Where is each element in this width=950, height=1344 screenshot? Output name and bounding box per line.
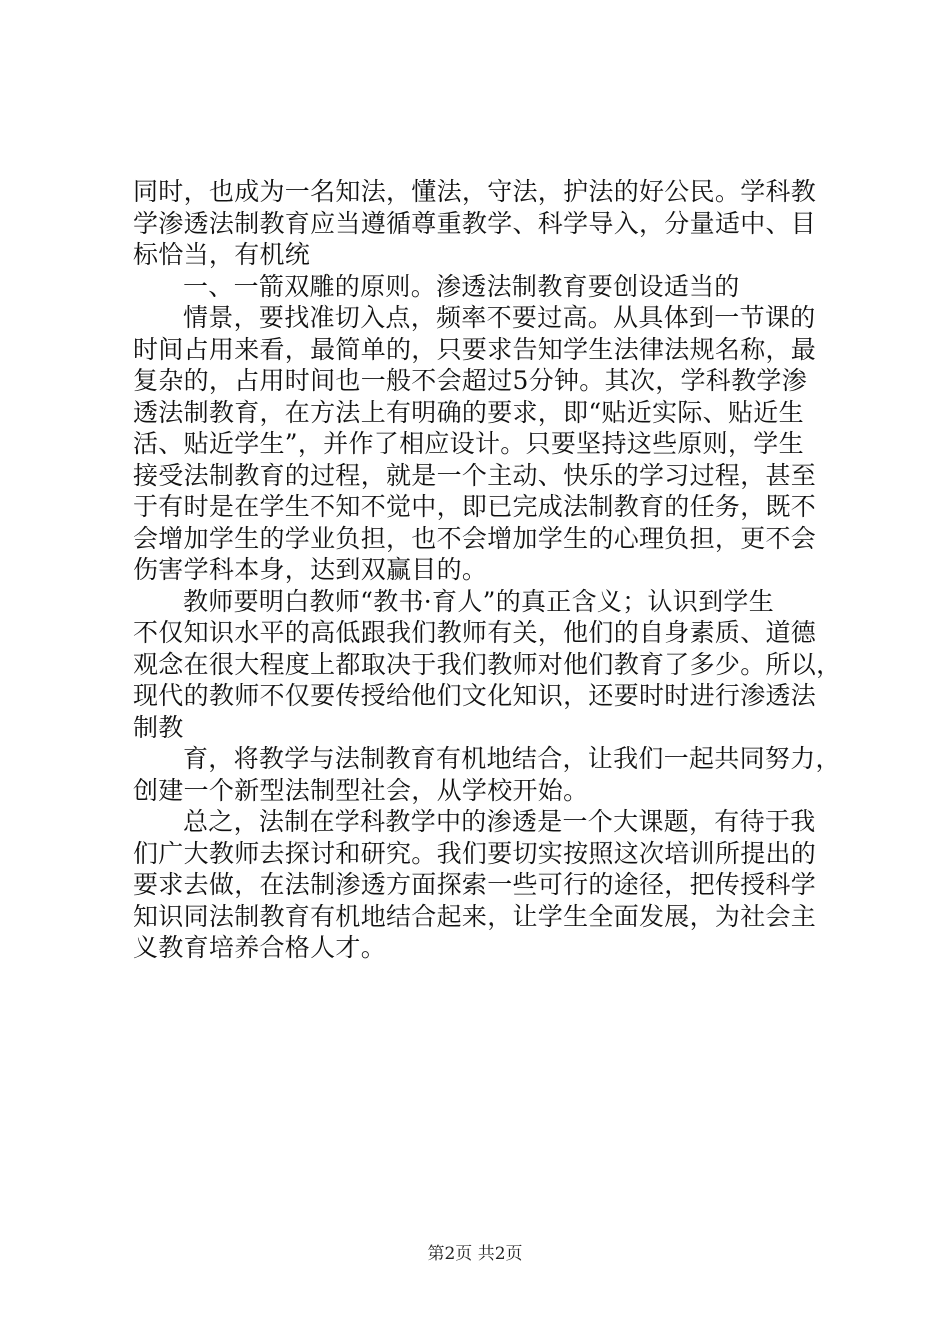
text-line: 制教 <box>133 712 184 742</box>
text-line: 活、贴近学生”，并作了相应设计。只要坚持这些原则，学生 <box>133 429 804 458</box>
text-line: 学渗透法制教育应当遵循尊重教学、科学导入，分量适中、目 <box>133 208 817 238</box>
text-line: 现代的教师不仅要传授给他们文化知识，还要时时进行渗透法 <box>133 681 817 710</box>
text-line: 情景，要找准切入点，频率不要过高。从具体到一节课的 <box>183 303 816 332</box>
text-line: 不仅知识水平的高低跟我们教师有关，他们的自身素质、道德 <box>133 618 817 647</box>
text-line: 知识同法制教育有机地结合起来，让学生全面发展，为社会主 <box>133 901 817 931</box>
text-line: 透法制教育，在方法上有明确的要求，即“贴近实际、贴近生 <box>133 397 804 427</box>
text-line: 于有时是在学生不知不觉中，即已完成法制教育的任务，既不 <box>133 492 817 521</box>
text-line: 教师要明白教师“教书·育人”的真正含义；认识到学生 <box>183 586 775 616</box>
text-line: 接受法制教育的过程，就是一个主动、快乐的学习过程，甚至 <box>133 460 817 490</box>
text-line: 会增加学生的学业负担，也不会增加学生的心理负担，更不会 <box>133 523 817 553</box>
text-line: 同时，也成为一名知法，懂法，守法，护法的好公民。学科教 <box>133 177 817 206</box>
page-footer: 第2页 共2页 <box>427 1244 523 1264</box>
body-text <box>133 176 842 964</box>
text-line: 创建一个新型法制型社会，从学校开始。 <box>133 775 589 805</box>
text-line: 观念在很大程度上都取决于我们教师对他们教育了多少。所以， <box>133 649 842 679</box>
text-line: 们广大教师去探讨和研究。我们要切实按照这次培训所提出的 <box>133 838 817 868</box>
text-line: 时间占用来看，最简单的，只要求告知学生法律法规名称，最 <box>133 334 817 364</box>
text-line: 总之，法制在学科教学中的渗透是一个大课题，有待于我 <box>183 807 816 836</box>
text-line: 一、一箭双雕的原则。渗透法制教育要创设适当的 <box>183 271 740 301</box>
text-line: 要求去做，在法制渗透方面探索一些可行的途径，把传授科学 <box>133 870 817 899</box>
text-line: 伤害学科本身，达到双赢目的。 <box>133 555 488 584</box>
text-line: 义教育培养合格人才。 <box>133 933 387 962</box>
text-line: 育，将教学与法制教育有机地结合，让我们一起共同努力， <box>183 744 841 773</box>
text-line: 标恰当，有机统 <box>133 240 311 269</box>
text-line: 复杂的，占用时间也一般不会超过5分钟。其次，学科教学渗 <box>133 366 808 395</box>
